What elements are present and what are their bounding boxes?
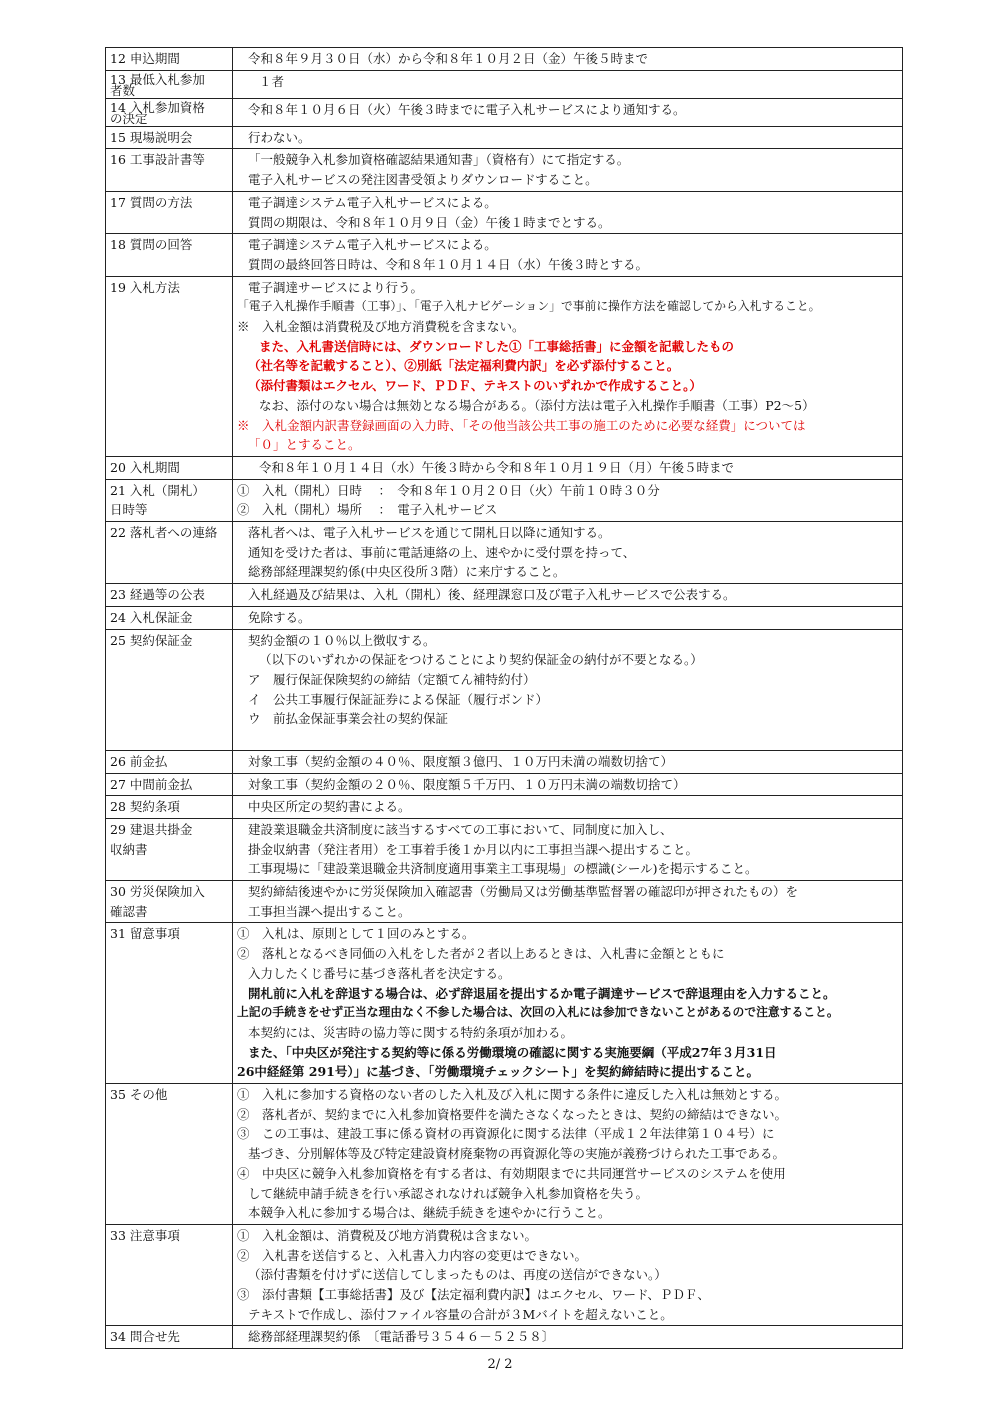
content-line: 基づき、分別解体等及び特定建設資材廃棄物の再資源化等の実施が義務づけられた工事である。 xyxy=(248,1146,786,1162)
content-line: 開札前に入札を辞退する場合は、必ず辞退届を提出するか電子調達サービスで辞退理由を入力すること。 xyxy=(248,985,836,1001)
table-row xyxy=(106,126,903,149)
item-label-line: の決定 xyxy=(110,111,148,127)
item-label xyxy=(106,456,233,479)
item-label-line: 18 質問の回答 xyxy=(110,237,193,253)
content-line: 入力したくじ番号に基づき落札者を決定する。 xyxy=(248,965,511,981)
item-label xyxy=(106,773,233,796)
item-label-line: 19 入札方法 xyxy=(110,279,180,295)
item-content xyxy=(233,98,903,126)
item-label xyxy=(106,70,233,98)
content-line: 免除する。 xyxy=(248,609,311,625)
item-label-line: 20 入札期間 xyxy=(110,459,180,475)
content-line: 総務部経理課契約係 〔電話番号３５４６－５２５８〕 xyxy=(248,1329,555,1345)
content-line: また、入札書送信時には、ダウンロードした①「工事総括書」に金額を記載したもの xyxy=(259,338,735,354)
item-content xyxy=(233,456,903,479)
table-row xyxy=(106,881,903,923)
content-line: ② 入札（開札）場所 ： 電子入札サービス xyxy=(237,502,498,518)
item-content xyxy=(233,818,903,880)
table-row xyxy=(106,923,903,1084)
item-label-line: 収納書 xyxy=(110,841,148,857)
content-line: （社名等を記載すること）、②別紙「法定福利費内訳」を必ず添付すること。 xyxy=(248,358,680,374)
table-row xyxy=(106,1326,903,1349)
table-row xyxy=(106,629,903,750)
item-label xyxy=(106,479,233,521)
table-row xyxy=(106,191,903,233)
item-label-line: 14 入札参加資格 xyxy=(110,99,205,115)
page-number: 2/ 2 xyxy=(487,1357,513,1372)
item-label-line: 22 落札者への連絡 xyxy=(110,525,218,541)
content-line: ※ 入札金額は消費税及び地方消費税を含まない。 xyxy=(237,319,525,335)
item-label-line: 27 中間前金払 xyxy=(110,776,193,792)
content-line: ア 履行保証保険契約の締結（定額てん補特約付） xyxy=(248,671,536,687)
content-line: 対象工事（契約金額の２０％、限度額５千万円、１０万円未満の端数切捨て） xyxy=(248,776,686,792)
item-label-line: 25 契約保証金 xyxy=(110,632,193,648)
content-line: 行わない。 xyxy=(248,129,311,145)
item-content xyxy=(233,629,903,750)
item-label xyxy=(106,126,233,149)
item-label xyxy=(106,629,233,750)
conditions-table xyxy=(105,47,903,1349)
content-line: 「一般競争入札参加資格確認結果通知書」（資格有）にて指定する。 xyxy=(248,152,630,168)
content-line: ① 入札（開札）日時 ： 令和８年１０月２０日（火）午前１０時３０分 xyxy=(237,482,660,498)
item-content xyxy=(233,1326,903,1349)
content-line: ② 落札者が、契約までに入札参加資格要件を満たさなくなったときは、契約の締結はできない。 xyxy=(237,1106,788,1122)
item-label xyxy=(106,750,233,773)
item-label xyxy=(106,98,233,126)
item-content xyxy=(233,234,903,276)
content-line: 契約金額の１０％以上徴収する。 xyxy=(248,632,436,648)
item-content xyxy=(233,48,903,71)
content-line: 本契約には、災害時の協力等に関する特約条項が加わる。 xyxy=(248,1024,574,1040)
item-label-line: 26 前金払 xyxy=(110,753,168,769)
content-line: 対象工事（契約金額の４０％、限度額３億円、１０万円未満の端数切捨て） xyxy=(248,753,674,769)
item-content xyxy=(233,881,903,923)
content-line: 電子調達システム電子入札サービスによる。 xyxy=(248,194,497,210)
content-line: ① 入札に参加する資格のない者のした入札及び入札に関する条件に違反した入札は無効とする。 xyxy=(237,1087,788,1103)
item-content xyxy=(233,276,903,456)
item-label xyxy=(106,606,233,629)
item-label-line: 16 工事設計書等 xyxy=(110,152,205,168)
item-content xyxy=(233,70,903,98)
item-label-line: 29 建退共掛金 xyxy=(110,821,193,837)
item-label-line: 21 入札（開札） xyxy=(110,482,205,498)
conditions-table-body xyxy=(106,48,903,1349)
content-line: 落札者へは、電子入札サービスを通じて開札日以降に通知する。 xyxy=(248,525,611,541)
item-label-line: 確認書 xyxy=(110,903,148,919)
content-line: 令和８年９月３０日（水）から令和８年１０月２日（金）午後５時まで xyxy=(248,51,649,66)
item-label-line: 35 その他 xyxy=(110,1087,168,1103)
item-content xyxy=(233,522,903,584)
item-content xyxy=(233,149,903,191)
content-line: 質問の最終回答日時は、令和８年１０月１４日（水）午後３時とする。 xyxy=(248,256,649,272)
item-label-line: 17 質問の方法 xyxy=(110,194,193,210)
item-label xyxy=(106,191,233,233)
table-row xyxy=(106,584,903,607)
item-content xyxy=(233,584,903,607)
item-label xyxy=(106,522,233,584)
content-line: （以下のいずれかの保証をつけることにより契約保証金の納付が不要となる。） xyxy=(259,652,703,668)
content-line: 総務部経理課契約係(中央区役所３階）に来庁すること。 xyxy=(248,564,566,580)
content-line: 上記の手続きをせず正当な理由なく不参した場合は、次回の入札には参加できないことがあるので注意すること。 xyxy=(237,1005,839,1020)
item-label xyxy=(106,234,233,276)
item-label-line: 34 問合せ先 xyxy=(110,1329,180,1345)
content-line: 26中経経第 291号）」に基づき、「労働環境チェックシート」を契約締結時に提出すること。 xyxy=(237,1064,759,1080)
table-row xyxy=(106,1224,903,1326)
content-line: ② 入札書を送信すると、入札書入力内容の変更はできない。 xyxy=(237,1247,588,1263)
table-row xyxy=(106,98,903,126)
content-line: なお、添付のない場合は無効となる場合がある。（添付方法は電子入札操作手順書（工事）P2～5） xyxy=(259,397,815,413)
content-line: ② 落札となるべき同価の入札をした者が２者以上あるときは、入札書に金額とともに xyxy=(237,946,725,962)
content-line: （添付書類はエクセル、ワード、ＰＤＦ、テキストのいずれかで作成すること。） xyxy=(248,378,702,394)
content-line: ① 入札は、原則として１回のみとする。 xyxy=(237,926,475,942)
content-line: 電子調達サービスにより行う。 xyxy=(248,279,424,295)
table-row xyxy=(106,234,903,276)
table-row xyxy=(106,522,903,584)
content-line: 令和８年１０月１４日（水）午後３時から令和８年１０月１９日（月）午後５時まで xyxy=(259,459,735,475)
item-label-line: 者数 xyxy=(110,83,136,99)
content-line: テキストで作成し、添付ファイル容量の合計が３Mバイトを超えないこと。 xyxy=(248,1306,673,1322)
content-line: （添付書類を付けずに送信してしまったものは、再度の送信ができない。） xyxy=(248,1267,667,1283)
item-label xyxy=(106,1224,233,1326)
item-content xyxy=(233,126,903,149)
item-label xyxy=(106,48,233,71)
content-line: ※ 入札金額内訳書登録画面の入力時、「その他当該公共工事の施工のために必要な経費」については xyxy=(237,417,806,433)
item-content xyxy=(233,1084,903,1225)
content-line: 通知を受けた者は、事前に電話連絡の上、速やかに受付票を持って、 xyxy=(248,544,636,560)
item-label xyxy=(106,276,233,456)
content-line: ① 入札金額は、消費税及び地方消費税は含まない。 xyxy=(237,1227,538,1243)
item-label-line: 23 経過等の公表 xyxy=(110,587,205,603)
content-line: ④ 中央区に競争入札参加資格を有する者は、有効期限までに共同運営サービスのシステムを使用 xyxy=(237,1165,786,1181)
content-line: 令和８年１０月６日（火）午後３時までに電子入札サービスにより通知する。 xyxy=(248,101,686,117)
item-label xyxy=(106,584,233,607)
table-row xyxy=(106,773,903,796)
item-label-line: 33 注意事項 xyxy=(110,1227,180,1243)
content-line: 建設業退職金共済制度に該当するすべての工事において、同制度に加入し、 xyxy=(248,821,673,837)
item-label-line: 31 留意事項 xyxy=(110,926,180,942)
content-line: 契約締結後速やかに労災保険加入確認書（労働局又は労働基準監督署の確認印が押されたもの）を xyxy=(248,884,799,900)
table-row xyxy=(106,818,903,880)
table-row xyxy=(106,479,903,521)
item-content xyxy=(233,606,903,629)
content-line: 掛金収納書（発注者用）を工事着手後１か月以内に工事担当課へ提出すること。 xyxy=(248,841,699,857)
item-label-line: 30 労災保険加入 xyxy=(110,884,205,900)
content-line: 本競争入札に参加する場合は、継続手続きを速やかに行うこと。 xyxy=(248,1205,611,1221)
content-line: 入札経過及び結果は、入札（開札）後、経理課窓口及び電子入札サービスで公表する。 xyxy=(248,587,736,603)
item-label xyxy=(106,881,233,923)
content-line: 電子入札サービスの発注図書受領よりダウンロードすること。 xyxy=(248,172,598,188)
content-line: １者 xyxy=(259,73,285,89)
item-label-line: 13 最低入札参加 xyxy=(110,71,205,87)
item-content xyxy=(233,479,903,521)
content-line: ウ 前払金保証事業会社の契約保証 xyxy=(248,711,449,727)
table-row xyxy=(106,1084,903,1225)
item-label-line: 28 契約条項 xyxy=(110,799,180,815)
content-line: 質問の期限は、令和８年１０月９日（金）午後１時までとする。 xyxy=(248,214,611,230)
item-content xyxy=(233,923,903,1084)
table-row xyxy=(106,48,903,71)
content-line: して継続申請手続きを行い承認されなければ競争入札参加資格を失う。 xyxy=(248,1185,649,1201)
item-label-line: 日時等 xyxy=(110,502,148,518)
table-row xyxy=(106,606,903,629)
content-line: 「電子入札操作手順書（工事）」、「電子入札ナビゲーション」で事前に操作方法を確認してから入札すること。 xyxy=(237,299,821,314)
item-label xyxy=(106,1326,233,1349)
table-row xyxy=(106,750,903,773)
content-line: 「０」とすること。 xyxy=(248,437,361,453)
item-content xyxy=(233,773,903,796)
item-label xyxy=(106,796,233,819)
table-row xyxy=(106,276,903,456)
content-line: 工事現場に「建設業退職金共済制度適用事業主工事現場」の標識(シール)を掲示すること。 xyxy=(248,861,758,877)
item-content xyxy=(233,191,903,233)
item-label xyxy=(106,818,233,880)
item-content xyxy=(233,796,903,819)
item-label xyxy=(106,1084,233,1225)
item-label-line: 12 申込期間 xyxy=(110,51,180,66)
item-label xyxy=(106,149,233,191)
item-label-line: 15 現場説明会 xyxy=(110,129,193,145)
content-line: 電子調達システム電子入札サービスによる。 xyxy=(248,237,497,253)
table-row xyxy=(106,149,903,191)
content-line: イ 公共工事履行保証証券による保証（履行ボンド） xyxy=(248,691,549,707)
content-line: 中央区所定の契約書による。 xyxy=(248,799,411,815)
item-content xyxy=(233,1224,903,1326)
item-label-line: 24 入札保証金 xyxy=(110,609,193,625)
content-line: また、「中央区が発注する契約等に係る労働環境の確認に関する実施要綱（平成27年３月31日 xyxy=(248,1044,777,1060)
table-row xyxy=(106,456,903,479)
table-row xyxy=(106,70,903,98)
item-content xyxy=(233,750,903,773)
item-label xyxy=(106,923,233,1084)
table-row xyxy=(106,796,903,819)
content-line: ③ この工事は、建設工事に係る資材の再資源化に関する法律（平成１２年法律第１０４号）に xyxy=(237,1126,775,1142)
content-line: ③ 添付書類【工事総括書】及び【法定福利費内訳】はエクセル、ワード、ＰＤＦ、 xyxy=(237,1287,710,1303)
blank-line xyxy=(237,729,898,749)
content-line: 工事担当課へ提出すること。 xyxy=(248,903,411,919)
